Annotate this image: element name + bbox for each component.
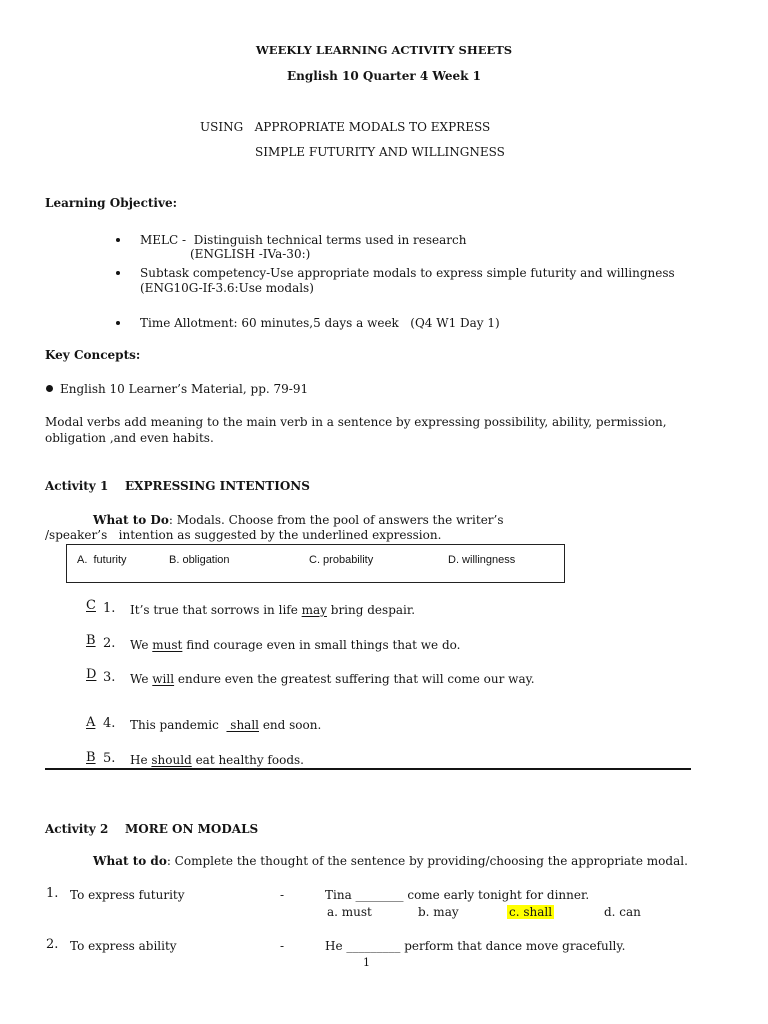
modal-option: d. can [604, 905, 641, 919]
page-number: 1 [363, 956, 370, 969]
activity2-label: Activity 2 [45, 822, 109, 836]
item-number: 3. [103, 670, 116, 685]
bullet-icon [116, 321, 120, 325]
item-number: 4. [103, 716, 116, 731]
sentence-text-before: It’s true that sorrows in life [130, 603, 302, 617]
item-number: 2. [103, 636, 116, 651]
choice-option: B. obligation [169, 554, 230, 566]
item-sentence [130, 603, 415, 617]
underlined-modal: may [301, 603, 327, 617]
activity1-item [0, 633, 768, 652]
item-number: 1. [46, 886, 59, 901]
modal-options-row [0, 905, 768, 919]
sentence-text-before: We [130, 672, 153, 686]
instruction-label: What to do [93, 854, 167, 868]
choice-option: C. probability [309, 554, 374, 566]
item-sentence [130, 672, 535, 686]
section-divider [45, 768, 691, 770]
learning-objective-heading: Learning Objective: [45, 196, 178, 210]
bullet-icon [116, 271, 120, 275]
instruction-text: : Modals. Choose from the pool of answers the writer’s [168, 513, 504, 527]
item-sentence: He _________ perform that dance move gracefully. [325, 939, 626, 953]
underlined-modal: must [152, 638, 183, 652]
lesson-title-line-2: SIMPLE FUTURITY AND WILLINGNESS [255, 145, 505, 159]
underlined-modal: should [151, 753, 192, 767]
answer-letter: C [86, 598, 96, 613]
reference-text: English 10 Learner’s Material, pp. 79-91 [60, 382, 309, 396]
answer-letter: B [86, 633, 96, 648]
activity1-title: EXPRESSING INTENTIONS [125, 479, 310, 493]
sentence-text-after: find courage even in small things that we do. [182, 638, 461, 652]
choice-option: D. willingness [448, 554, 516, 566]
activity2-title: MORE ON MODALS [125, 822, 259, 836]
activity1-item [0, 750, 768, 767]
choice-option: A. futurity [77, 554, 127, 566]
item-sentence [130, 638, 460, 652]
concept-description-line: Modal verbs add meaning to the main verb in a sentence by expressing possibility, ability, permission, [45, 415, 667, 429]
activity1-item [0, 715, 768, 732]
modal-option: c. shall [509, 905, 553, 919]
sentence-text-before: This pandemic [130, 718, 227, 732]
objective-bullet-text: Subtask competency-Use appropriate modals to express simple futurity and willingness [140, 266, 675, 280]
sentence-text-after: endure even the greatest suffering that will come our way. [174, 672, 535, 686]
underlined-modal: shall [226, 718, 259, 732]
bullet-icon [46, 385, 53, 392]
sentence-text-after: bring despair. [326, 603, 416, 617]
worksheet-title: WEEKLY LEARNING ACTIVITY SHEETS [255, 43, 513, 57]
sentence-text-before: He [130, 753, 152, 767]
underlined-modal: will [152, 672, 175, 686]
activity1-item [0, 667, 768, 686]
modal-option: a. must [327, 905, 372, 919]
item-sentence: Tina ________ come early tonight for dinner. [325, 888, 590, 902]
sentence-text-before: We [130, 638, 153, 652]
objective-bullet-text: Time Allotment: 60 minutes,5 days a week (Q4 W1 Day 1) [140, 316, 500, 330]
objective-bullet-text: MELC - Distinguish technical terms used in research [140, 233, 467, 247]
item-separator: - [280, 939, 285, 953]
objective-bullet-code: (ENG10G-If-3.6:Use modals) [140, 281, 314, 295]
concept-description-line: obligation ,and even habits. [45, 431, 214, 445]
sentence-text-after: end soon. [259, 718, 322, 732]
item-number: 1. [103, 601, 116, 616]
modal-option: b. may [418, 905, 459, 919]
instruction-text: : Complete the thought of the sentence by providing/choosing the appropriate modal. [166, 854, 688, 868]
activity2-instruction [93, 854, 688, 868]
instruction-label: What to Do [93, 513, 169, 527]
item-separator: - [280, 888, 285, 902]
answer-choices-box [66, 544, 565, 583]
activity2-item [0, 939, 768, 953]
item-purpose: To express ability [70, 939, 177, 953]
item-sentence [130, 753, 304, 767]
sentence-text-after: eat healthy foods. [191, 753, 304, 767]
bullet-icon [116, 238, 120, 242]
item-sentence [130, 718, 321, 732]
answer-letter: B [86, 750, 96, 765]
worksheet-subtitle: English 10 Quarter 4 Week 1 [286, 69, 481, 83]
activity2-item [0, 888, 768, 920]
activity1-instruction-line-2: /speaker’s intention as suggested by the underlined expression. [45, 528, 442, 542]
lesson-title-line-1: USING APPROPRIATE MODALS TO EXPRESS [200, 120, 491, 134]
item-purpose: To express futurity [70, 888, 185, 902]
answer-letter: D [86, 667, 97, 682]
activity1-instruction-line-1 [93, 513, 504, 527]
item-number: 5. [103, 751, 116, 766]
activity1-item [0, 598, 768, 617]
activity1-label: Activity 1 [45, 479, 109, 493]
objective-bullet-code: (ENGLISH -IVa-30:) [190, 247, 311, 261]
key-concepts-heading: Key Concepts: [45, 348, 141, 362]
item-number: 2. [46, 937, 59, 952]
answer-letter: A [86, 715, 96, 730]
